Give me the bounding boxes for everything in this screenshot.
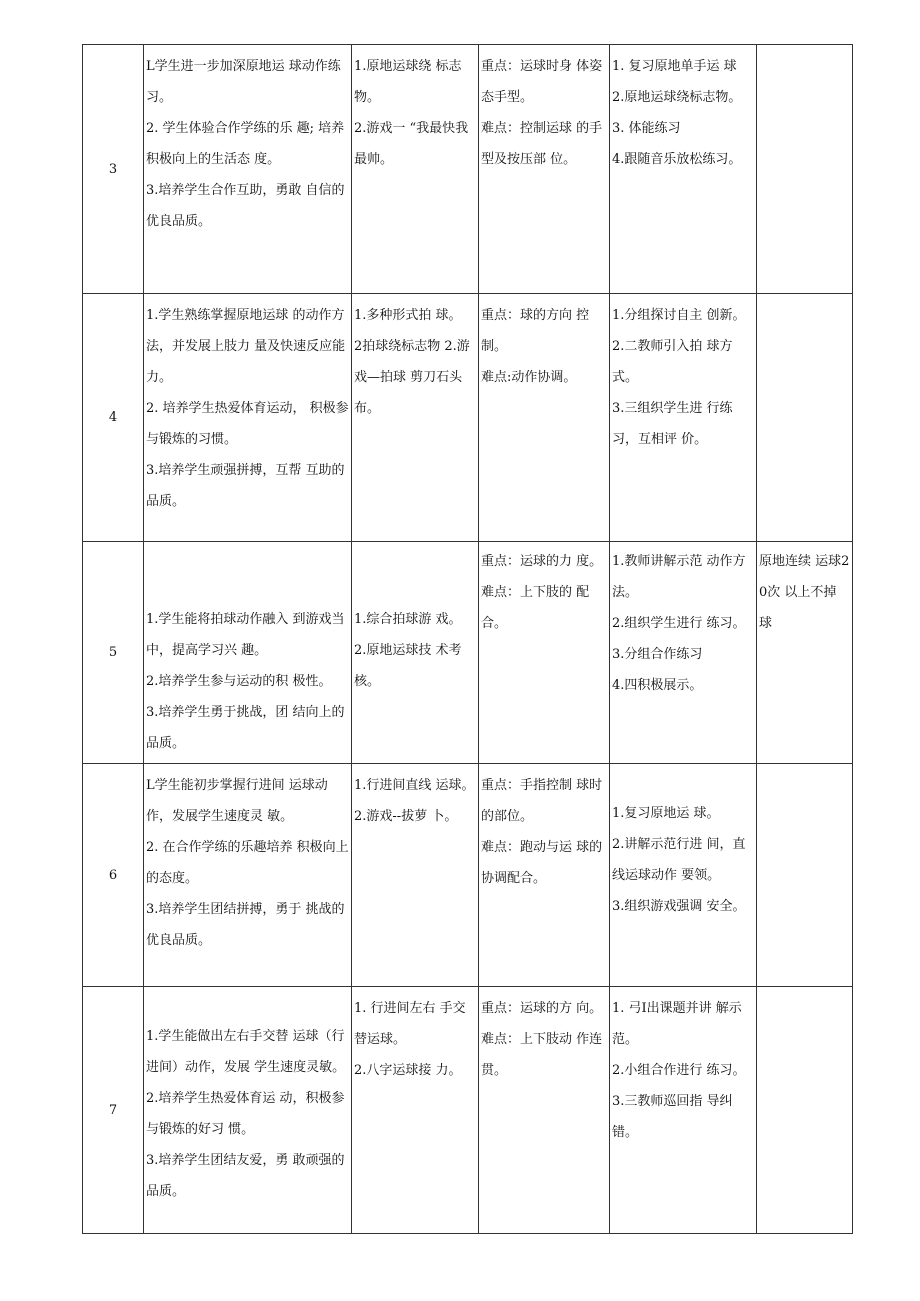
cell-line: L学生进一步加深原地运 球动作练习。: [146, 59, 341, 105]
lesson-number: 7: [83, 987, 144, 1234]
cell-line: 1. 行进间左右 手交替运球。: [354, 1001, 466, 1047]
cell-line: 3.培养学生合作互助，勇敢 自信的优良品质。: [146, 183, 345, 229]
cell-line: 4.四积极展示。: [612, 678, 703, 693]
cell-line: 2.组织学生进行 练习。: [612, 616, 746, 631]
cell-line: 2.游戏一 “我最快我最帅。: [354, 121, 469, 167]
methods-cell: [610, 764, 757, 987]
cell-line: 2.八字运球接 力。: [354, 1063, 462, 1078]
methods-cell: [610, 987, 757, 1234]
content-cell: [352, 542, 479, 764]
cell-line: 2.讲解示范行进 间，直线运球动作 要领。: [612, 837, 746, 883]
assessment-cell: [757, 542, 853, 764]
cell-line: 1.行进间直线 运球。: [354, 778, 475, 793]
cell-line: 2. 在合作学练的乐趣培养 积极向上的态度。: [146, 840, 349, 886]
cell-line: 1.综合拍球游 戏。: [354, 612, 462, 627]
keypoints-cell: [479, 294, 610, 542]
objectives-cell: [144, 45, 352, 294]
cell-line: 1.教师讲解示范 动作方法。: [612, 554, 746, 600]
keypoints-cell: [479, 987, 610, 1234]
assessment-cell: [757, 45, 853, 294]
cell-line: 1.学生熟练掌握原地运球 的动作方法，并发展上肢力 量及快速反应能力。: [146, 308, 346, 385]
cell-line: 1. 弓I出课题并讲 解示范。: [612, 1001, 742, 1047]
assessment-cell: [757, 987, 853, 1234]
lesson-number: 6: [83, 764, 144, 987]
cell-line: 1.分组探讨自主 创新。: [612, 308, 746, 323]
cell-line: 重点：球的方向 控制。: [481, 308, 590, 354]
table-row: [83, 764, 853, 987]
lesson-number: 5: [83, 542, 144, 764]
methods-cell: [610, 542, 757, 764]
cell-line: 3.分组合作练习: [612, 647, 703, 662]
cell-line: 重点：手指控制 球时的部位。: [481, 778, 603, 824]
lesson-plan-body: [83, 45, 853, 1234]
keypoints-cell: [479, 764, 610, 987]
cell-line: 2.培养学生参与运动的积 极性。: [146, 674, 332, 689]
objectives-cell: [144, 542, 352, 764]
cell-line: 2.原地运球绕标志物。: [612, 90, 742, 105]
keypoints-cell: [479, 45, 610, 294]
cell-line: 2. 培养学生热爱体育运动， 积极参与锻炼的习惯。: [146, 401, 349, 447]
cell-line: 难点：上下肢动 作连贯。: [481, 1032, 603, 1078]
cell-line: 2.游戏--拔萝 卜。: [354, 809, 458, 824]
cell-line: 3.培养学生顽强拼搏，互帮 互助的品质。: [146, 463, 345, 509]
assessment-cell: [757, 294, 853, 542]
cell-line: 重点：运球的力 度。: [481, 554, 603, 569]
content-cell: [352, 987, 479, 1234]
content-cell: [352, 294, 479, 542]
table-row: [83, 542, 853, 764]
content-cell: [352, 45, 479, 294]
cell-line: 2.二教师引入拍 球方式。: [612, 339, 733, 385]
cell-line: 3. 体能练习: [612, 121, 681, 136]
cell-line: 3.培养学生团结友爱，勇 敢顽强的品质。: [146, 1153, 345, 1199]
cell-line: 难点：上下肢的 配合。: [481, 585, 590, 631]
objectives-cell: [144, 764, 352, 987]
methods-cell: [610, 45, 757, 294]
cell-line: 2.原地运球技 术考核。: [354, 643, 462, 689]
cell-line: 2.培养学生热爱体育运 动，积极参与锻炼的好习 惯。: [146, 1091, 345, 1137]
cell-line: 3.三组织学生进 行练习，互相评 价。: [612, 401, 733, 447]
cell-line: 3.组织游戏强调 安全。: [612, 899, 746, 914]
cell-line: 1.学生能做出左右手交替 运球（行进间）动作，发展 学生速度灵敏。: [146, 1029, 346, 1075]
objectives-cell: [144, 987, 352, 1234]
cell-line: 原地连续 运球20次 以上不掉 球: [759, 554, 850, 631]
keypoints-cell: [479, 542, 610, 764]
cell-line: 1.复习原地运 球。: [612, 806, 720, 821]
cell-line: 难点：跑动与运 球的协调配合。: [481, 840, 603, 886]
cell-line: 2. 学生体验合作学练的乐 趣; 培养积极向上的生活态 度。: [146, 121, 345, 167]
cell-line: 重点：运球时身 体姿态手型。: [481, 59, 603, 105]
content-cell: [352, 764, 479, 987]
cell-line: 1.多种形式拍 球。: [354, 308, 462, 323]
lesson-number: 4: [83, 294, 144, 542]
objectives-cell: [144, 294, 352, 542]
lesson-number: 3: [83, 45, 144, 294]
cell-line: 4.跟随音乐放松练习。: [612, 152, 742, 167]
cell-line: 1.学生能将拍球动作融入 到游戏当中，提高学习兴 趣。: [146, 612, 345, 658]
table-row: [83, 294, 853, 542]
cell-line: L学生能初步掌握行进间 运球动作，发展学生速度灵 敏。: [146, 778, 328, 824]
cell-line: 3.三教师巡回指 导纠错。: [612, 1094, 733, 1140]
cell-line: 难点:动作协调。: [481, 370, 577, 385]
cell-line: 2拍球绕标志物 2.游戏—拍球 剪刀石头布。: [354, 339, 470, 416]
methods-cell: [610, 294, 757, 542]
cell-line: 2.小组合作进行 练习。: [612, 1063, 746, 1078]
lesson-plan-table: [82, 44, 853, 1234]
cell-line: 3.培养学生勇于挑战，团 结向上的品质。: [146, 705, 345, 751]
cell-line: 1.原地运球绕 标志物。: [354, 59, 462, 105]
table-row: [83, 45, 853, 294]
cell-line: 重点：运球的方 向。: [481, 1001, 603, 1016]
cell-line: 难点：控制运球 的手型及按压部 位。: [481, 121, 603, 167]
assessment-cell: [757, 764, 853, 987]
cell-line: 3.培养学生团结拼搏，勇于 挑战的优良品质。: [146, 902, 345, 948]
cell-line: 1. 复习原地单手运 球: [612, 59, 737, 74]
table-row: [83, 987, 853, 1234]
